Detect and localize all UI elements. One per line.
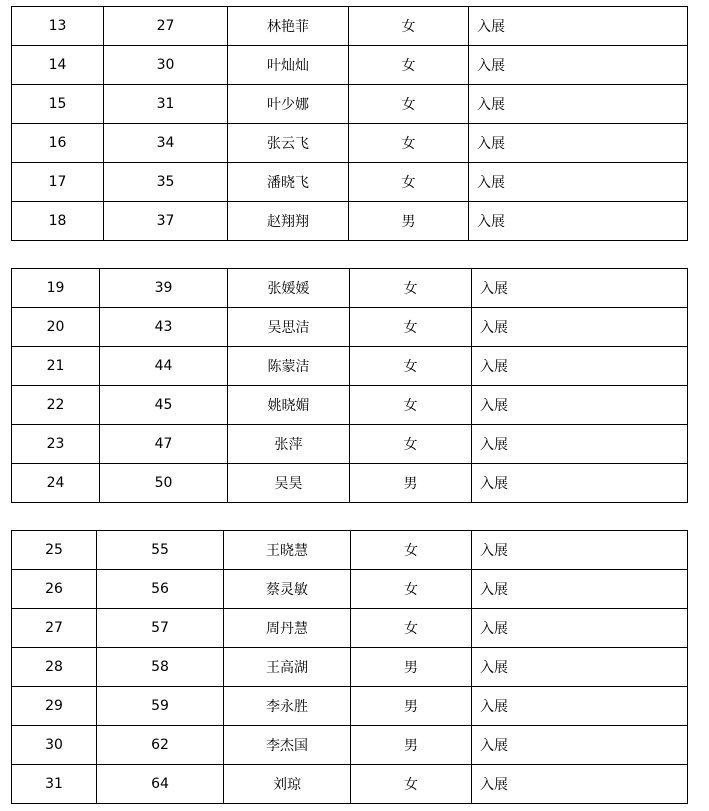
gender-cell: 女 — [349, 46, 469, 85]
status-cell: 入展 — [472, 347, 688, 386]
entry-number-cell: 45 — [100, 386, 228, 425]
participant-name-cell: 叶灿灿 — [228, 46, 349, 85]
row-index-cell: 24 — [12, 464, 100, 503]
status-cell: 入展 — [472, 648, 688, 687]
entry-number-cell: 44 — [100, 347, 228, 386]
participant-name-cell: 刘琼 — [224, 765, 351, 804]
participant-name-cell: 李杰国 — [224, 726, 351, 765]
entry-number-cell: 57 — [97, 609, 224, 648]
gender-cell: 男 — [350, 464, 472, 503]
row-index-cell: 29 — [12, 687, 97, 726]
results-table-2 — [11, 268, 688, 503]
participant-name-cell: 王高湖 — [224, 648, 351, 687]
results-table-1 — [11, 6, 688, 241]
status-cell: 入展 — [472, 687, 688, 726]
row-index-cell: 16 — [12, 124, 104, 163]
entry-number-cell: 59 — [97, 687, 224, 726]
entry-number-cell: 34 — [104, 124, 228, 163]
gender-cell: 女 — [350, 347, 472, 386]
participant-name-cell: 吴昊 — [228, 464, 350, 503]
status-cell: 入展 — [469, 124, 688, 163]
status-cell: 入展 — [472, 765, 688, 804]
participant-name-cell: 周丹慧 — [224, 609, 351, 648]
status-cell: 入展 — [469, 85, 688, 124]
status-cell: 入展 — [472, 269, 688, 308]
table-row — [12, 609, 688, 648]
results-table-3-body — [12, 531, 688, 804]
table-row — [12, 124, 688, 163]
gender-cell: 女 — [350, 425, 472, 464]
gender-cell: 男 — [351, 648, 472, 687]
status-cell: 入展 — [469, 202, 688, 241]
entry-number-cell: 55 — [97, 531, 224, 570]
gender-cell: 女 — [351, 570, 472, 609]
row-index-cell: 25 — [12, 531, 97, 570]
table-row — [12, 726, 688, 765]
gender-cell: 女 — [350, 386, 472, 425]
status-cell: 入展 — [469, 7, 688, 46]
entry-number-cell: 62 — [97, 726, 224, 765]
row-index-cell: 17 — [12, 163, 104, 202]
row-index-cell: 20 — [12, 308, 100, 347]
row-index-cell: 28 — [12, 648, 97, 687]
table-row — [12, 308, 688, 347]
table-row — [12, 85, 688, 124]
gender-cell: 女 — [349, 7, 469, 46]
participant-name-cell: 王晓慧 — [224, 531, 351, 570]
entry-number-cell: 30 — [104, 46, 228, 85]
row-index-cell: 22 — [12, 386, 100, 425]
participant-name-cell: 张云飞 — [228, 124, 349, 163]
gender-cell: 女 — [350, 269, 472, 308]
gender-cell: 男 — [351, 726, 472, 765]
results-table-1-body — [12, 7, 688, 241]
gender-cell: 女 — [350, 308, 472, 347]
table-row — [12, 464, 688, 503]
entry-number-cell: 58 — [97, 648, 224, 687]
gender-cell: 男 — [349, 202, 469, 241]
status-cell: 入展 — [472, 386, 688, 425]
participant-name-cell: 叶少娜 — [228, 85, 349, 124]
participant-name-cell: 陈蒙洁 — [228, 347, 350, 386]
participant-name-cell: 李永胜 — [224, 687, 351, 726]
row-index-cell: 13 — [12, 7, 104, 46]
row-index-cell: 14 — [12, 46, 104, 85]
status-cell: 入展 — [472, 425, 688, 464]
participant-name-cell: 赵翔翔 — [228, 202, 349, 241]
table-row — [12, 765, 688, 804]
entry-number-cell: 27 — [104, 7, 228, 46]
entry-number-cell: 39 — [100, 269, 228, 308]
row-index-cell: 27 — [12, 609, 97, 648]
participant-name-cell: 蔡灵敏 — [224, 570, 351, 609]
entry-number-cell: 64 — [97, 765, 224, 804]
results-table-3 — [11, 530, 688, 804]
entry-number-cell: 43 — [100, 308, 228, 347]
entry-number-cell: 47 — [100, 425, 228, 464]
table-row — [12, 347, 688, 386]
gender-cell: 女 — [349, 163, 469, 202]
gender-cell: 男 — [351, 687, 472, 726]
status-cell: 入展 — [469, 163, 688, 202]
entry-number-cell: 37 — [104, 202, 228, 241]
row-index-cell: 23 — [12, 425, 100, 464]
status-cell: 入展 — [469, 46, 688, 85]
participant-name-cell: 吴思洁 — [228, 308, 350, 347]
gender-cell: 女 — [349, 85, 469, 124]
table-row — [12, 202, 688, 241]
row-index-cell: 26 — [12, 570, 97, 609]
table-row — [12, 425, 688, 464]
participant-name-cell: 张媛媛 — [228, 269, 350, 308]
gender-cell: 女 — [351, 531, 472, 570]
participant-name-cell: 姚晓媚 — [228, 386, 350, 425]
row-index-cell: 21 — [12, 347, 100, 386]
table-row — [12, 163, 688, 202]
row-index-cell: 19 — [12, 269, 100, 308]
gender-cell: 女 — [349, 124, 469, 163]
table-row — [12, 46, 688, 85]
participant-name-cell: 张萍 — [228, 425, 350, 464]
entry-number-cell: 31 — [104, 85, 228, 124]
status-cell: 入展 — [472, 464, 688, 503]
gender-cell: 女 — [351, 765, 472, 804]
row-index-cell: 30 — [12, 726, 97, 765]
row-index-cell: 31 — [12, 765, 97, 804]
row-index-cell: 15 — [12, 85, 104, 124]
table-row — [12, 531, 688, 570]
table-row — [12, 386, 688, 425]
entry-number-cell: 35 — [104, 163, 228, 202]
status-cell: 入展 — [472, 726, 688, 765]
status-cell: 入展 — [472, 570, 688, 609]
status-cell: 入展 — [472, 531, 688, 570]
table-row — [12, 7, 688, 46]
entry-number-cell: 50 — [100, 464, 228, 503]
table-row — [12, 570, 688, 609]
participant-name-cell: 潘晓飞 — [228, 163, 349, 202]
gender-cell: 女 — [351, 609, 472, 648]
table-row — [12, 648, 688, 687]
table-row — [12, 687, 688, 726]
row-index-cell: 18 — [12, 202, 104, 241]
status-cell: 入展 — [472, 609, 688, 648]
results-table-2-body — [12, 269, 688, 503]
participant-name-cell: 林艳菲 — [228, 7, 349, 46]
table-row — [12, 269, 688, 308]
status-cell: 入展 — [472, 308, 688, 347]
entry-number-cell: 56 — [97, 570, 224, 609]
